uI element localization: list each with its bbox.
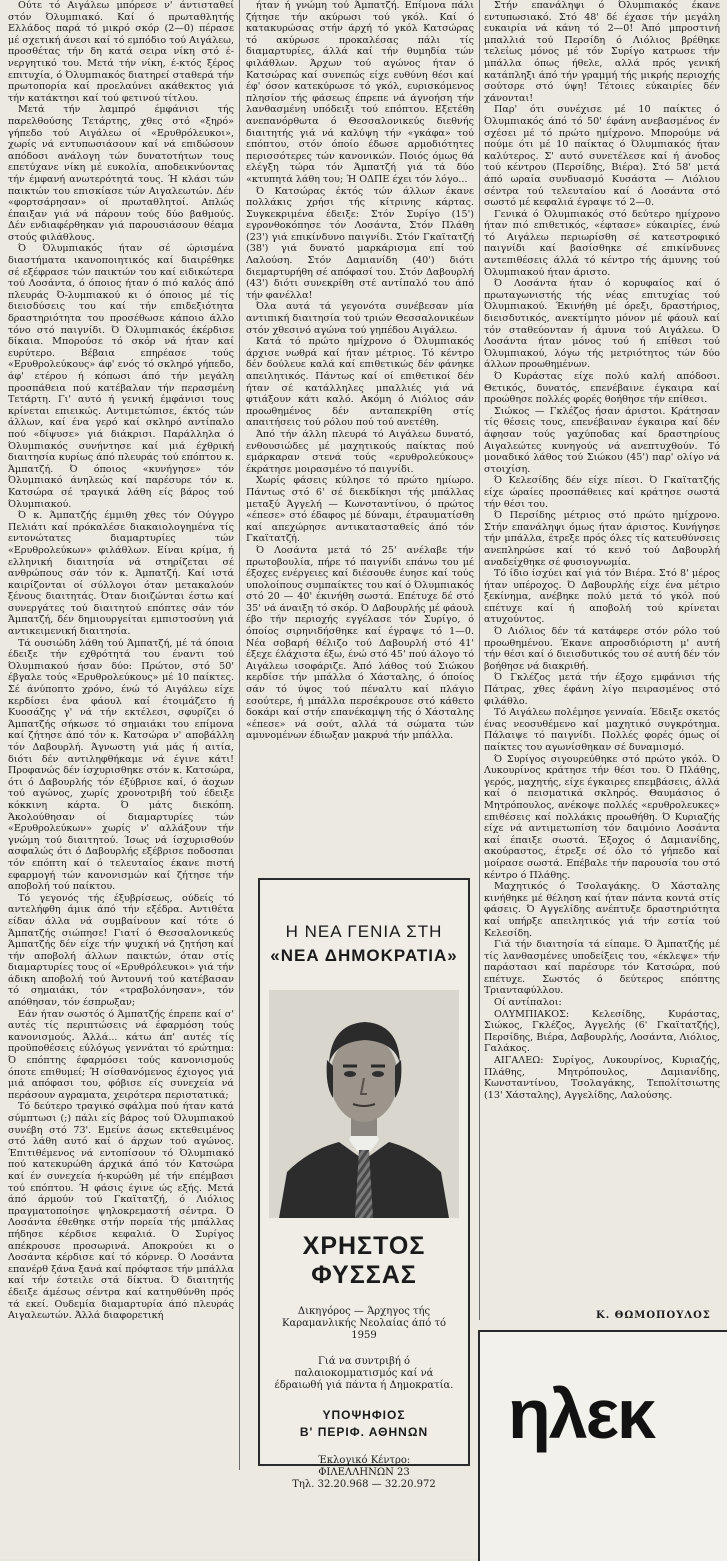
paragraph: Άπό τήν άλλη πλευρά τό Αιγάλεω δυνατό, ενθουσιώδες μέ μαχητικούς παίκτας πού εμάρκαραν στενά τούς «ερυθρολεύκους» έκράτησε μοιρασμένο τό παιγνίδι. bbox=[246, 428, 474, 475]
article-column-2 bbox=[246, 0, 474, 862]
paragraph: Τό δεύτερο τραγικό σφάλμα πού ήταν κατά σύμπτωσι (;) πάλι είς βάρος τού Όλυμπιακού συνέβη στό 73'. Εμείνε άσως εκτεθειμένος στό λάθη αυτό καί ό άρχων τού αγώνος. Έπιτιθέμενος νά εντοπίσουν τό Όλυμπιακό πού κατεκυρώθη άρχικά άπό τόν Κατσώρα καί έν συνεχεία ή-κυρώθη μέ τήν επέμβασι τού επόπτου. Ή φάσις έγινε ώς εξής. Μετά άπό άρμούν τού Γκαϊτατζή, ό Λιόλιος πραγματοποίησε ψηλοκρεμαστή σέντρα. Ό Λοσάντα έθεθηκε στήν πορεία τής μπάλλας πήδησε κέρδισε κεφαλιά. Ό Συρίγος απέκρουσε προσωρινά. Αποκρούει κι ο Λοσάντα κέρδισε καί τό κόρνερ. Ό Λοσάντα επανέρθ ξάνα ξανά καί πρόφτασε τήν μπάλλα καί τήν έστειλε στά δίκτυα. Ό διαιτητής έδειξε άμέσως σέντρα καί κατηυθύνθη πρός τά εκεί. Ουδεμία διαμαρτυρία άπό πλευράς Αιγαλεωτών. Άλλά διαφορετική bbox=[8, 1101, 234, 1322]
paragraph: Όλα αυτά τά γεγονότα συνέβεσαν μία αντιπική διαιτησία τού τριών Θεσσαλονικέων στόν χθεσινό αγώνα τού γηπέδου Αιγάλεω. bbox=[246, 301, 474, 336]
candidacy-label: ΥΠΟΨΗΦΙΟΣ bbox=[322, 1408, 406, 1422]
paragraph: Ό Λιόλιος δέν τά κατάφερε στόν ρόλο τού προωθημένου. Έκανε απροσδιόριστη μ' αυτή τήν θέσι καί ό διεισδυτικός του σέ αυτή δέν τόν βοήθησε νά διακριθή. bbox=[484, 626, 720, 672]
article-author: Κ. ΘΩΜΟΠΟΥΛΟΣ bbox=[596, 1310, 711, 1321]
partial-ad bbox=[478, 1330, 727, 1561]
paragraph: Ό Όλυμπιακός ήταν σέ ώρισμένα διαστήματα ικανοποιητικός καί διαιρέθηκε σέ εξέφρασε τών παικτών του καί ειδικώτερα τού Λοσάντα, ό όποιος ήταν ό πιό καλός άπό πλευράς Ό-λυμπιακού κι ό όποιος μέ τίς διεισδύσεις του καί τήν επιδεξιότητα δραστηριότητα του προσέθωσε κάποιο άλλο τόνο στό παιγνίδι. Ό Όλυμπιακός έκέρδισε δίκαια. Μπορούσε τό σκόρ νά ήταν καί ευρύτερο. Βέβαια επηρέασε τούς «Ερυθρολεύκους» άφ' ενός τό σκληρό γήπεδο, άφ' ετέρου ή κόπωσι άπό τήν μεγάλη προσπάθεια πού κατέβαλαν τήν περασμένη Τετάρτη. Γι' αυτό ή γενική έμφάνισι τους κρίνεται επιεικώς. Αντιμετώπισε, έκτός τών άλλων, καί ένα γερό καί σκληρό αντίπαλο πού «δίψυσε» γιά διάκρισι. Παράλληλα ό Όλυμπιακός συνήντησε καί μιά έχθρική διαιτησία κυρίως άπό πλευράς τού επόπτου κ. Άμπατζή. Ό όποιος «κυνήγησε» τόν Όλυμπιακό άνηλεώς καί παρέσυρε τόν κ. Κατσώρα σέ τραγικά λάθη είς βάρος τού Όλυμπιακού. bbox=[8, 243, 234, 510]
paragraph: Τά ουσιώδη λάθη τού Άμπατζή, μέ τά όποια έδειξε τήν εχθρότητά του έναντι τού Όλυμπιακού ήσαν δύο: Πρώτον, στό 50' έβγαλε τούς «Ερυθρολεύκους» μέ 10 παίκτες. Σέ άνύποπτο χρόνο, ένώ τό Αιγάλεω είχε κερδίσει ένα φάουλ καί έτοιμάζετο ή Κυοσάζης γ' νά τήν εκτέλεσι, σφυρίζει ό Άμπατζής σήκωσε τό σημαιάκι του επίμονα καί ζήτησε άπό τόν κ. Κατσώρα ν' αποβάλλη τόν Δαβουρλή. Άγνωστη γιά μάς ή αιτία, διότι δέν αντιληφθήκαμε νά έγινε κάτι! Προφανώς δέν ίσχυρισθηκε στόν κ. Κατσώρα, ότι ό Δαβουρλής τόν έξύβρισε καί, ό άοχων τού αγώνος, χωρίς χρονοτριβή τού έδειξε κόκκινη κάρτα. Ό μάτς διεκόπη. Άκολούθησαν οί διαμαρτυρίες τών «Ερυθρολεύκων» χωρίς ν' αλλάξουν τήν γνώμη τού διαιτητού. Ίσως νά ίσχυρισθούν ασφαλώς ότι ό Δαβουρλής εξέβρισε ποδοσπαι τόν επόπτη καί ό τελευταίος έκανε πιστή εφαρμογή τών κανονισμών καί ζήτησε τήν αποβολή τού παίκτου. bbox=[8, 637, 234, 893]
campaign-office bbox=[260, 1455, 468, 1491]
candidate-bio: Δικηγόρος — Άρχηγος τής Καραμανλικής Νεολαίας άπό τό 1959 bbox=[281, 1306, 447, 1341]
paragraph: ΟΛΥΜΠΙΑΚΟΣ: Κελεσίδης, Κυράστας, Σιώκος, Γκλέζος, Άγγελής (6' Γκαϊτατζής), Περσίδης, Βιέρα, Δαβουρλής, Λοσάντα, Λιόλιος, Γαλάκος. bbox=[484, 1008, 720, 1055]
paragraph: Τό Αιγάλεω πολέμησε γενναία. Έδειξε σκετός ένας νεοσυθέμενο καί μαχητικό συγκρότημα. Πάλαιψε τό παιγνίδι. Πολλές φορές όμως οί παίκτες του αγωνίσθηκαν σέ δυναμισμό. bbox=[484, 707, 720, 753]
paragraph: Ό Λοσάντα μετά τό 25' ανέλαβε τήν πρωτοβουλία, πήρε τό παιγνίδι επάνω του μέ έξοχες ενέργειες καί διέσουθε έυησε καί τούς υπολοίπους συμπαίκτες του καί ό Όλυμπιακός στό 20 — 40' έκινήθη σωστά. Επέτυχε δέ στό 35' νά άναιξη τό σκόρ. Ό Δαβουρλής μέ φάουλ έβο τήν περιοχής εγγέλασε τόν Συρίγο, ό όποίος σιρηνιδήσθηκε καί έγραψε τό 1—0. Νέα σοβαρή θέλιζο τού Δαβουρλή στό 41' έξεχε έλάχιστα έξω, ένώ στό 45' πού άλογο τό Αιγάλεω ισοφάριζε. Άπό λάθος τού Σιώκου κερδίσε τήν μπάλλα ό Χάσταλης, ό όποίος σάν τό ύψος τού πέναλτυ καί πλάγιο εσούτερε, ή μπάλλα περσέκρουσε στό κάθετο δοκάρι καί στήν επανέκαμψη τής ό Χάσταλης «έπεσε» νά σούτ, αλλά τά σώματα τών αμυνομένων έδιωξαν μακρυά τήν μπάλλα. bbox=[246, 544, 474, 742]
paragraph: Ό κ. Άμπατζής έμμιθη χθες τόν Ούγγρο Πελιάτι καί πρόκαλέσε διακαιολογημένα τίς εντονώτατες διαμαρτυρίες τών «Ερυθρολεύκων» φιλάθλων. Είναι κρίμα, ή ελληνική διαιτησία νά στηρίζεται σέ ανθρώπους σάν τόν κ. Άμπατζή. Καί ιστά καιρίζονται οί σύλλογοι όταν μετακαλούν ξένους διαιτητάς. Όταν διοιζώνται έστω καί συνεργάτες τού διαιτητού επόπτες σάν τόν Άμπατζή, δέν δημιουργείται εμπιστοσύνη γιά αντικειμενική διαιτησία. bbox=[8, 510, 234, 638]
paragraph: ήταν ή γνώμη τού Άμπατζή. Επίμονα πάλι ζήτησε τήν ακύρωσι τού γκόλ. Καί ό κατακυρώσας στήν άρχή τό γκόλ Κατσώρας τό ακύρωσε προκαλέσας πάλι τίς διαμαρτυρίες, άλλά καί τήν θυμηδία τών φιλάθλων. Άρχων τού αγώνος ήταν ό Κατσώρας καί συνεπώς είχε ευθύνη θέσι καί έφ' όσον κατεκύρωσε τό γκόλ, ευρισκόμενος πλησίον τής φάσεως έπρεπε νά άγνοήση τήν λανθασμένη υπόδειξι τού επόπτου. Εξετέθη ανεπανόρθωτα ό Θεσσαλονικεύς διεθνής διαιτητής γιά νά καλύψη τήν «γκάφα» τού επόπτου, στόν όποίο έδωσε αρμοδιότητες περισσότερες τών κανονικών. Ποιός όμως θά ελέγξη τώρα τόν Άμπατζή γιά τά δύο «κτυπητά λάθη του; Ή ΟΔΠΕ έχει τόν λόγο... bbox=[246, 0, 474, 185]
campaign-ad bbox=[258, 878, 470, 1490]
office-address: ΦΙΛΕΛΛΗΝΩΝ 23 bbox=[318, 1467, 410, 1478]
paragraph: Στήν επανάληψι ό Όλυμπιακός έκανε εντυπωσιακό. Στό 48' δέ έχασε τήν μεγάλη ευκαιρία νά κάνη τό 2—0! Άπό μπροστινή μπαλλιά τού Περσίδη ό Λιόλιος βρέθηκε τελείως μόνος μέ τόν Συρίγο κατρωσε τήν μπάλλα όπως ήθελε, αλλά πρός γενική κατάπληξι άπό τήν γραμμή τής μικρής περιοχής σούτσρε στό ύψη! Τέτοιες εύκαιρίες δέν χάνονται! bbox=[484, 0, 720, 104]
paragraph: Τό γεγονός τής έξυβρίσεως, ούδείς τό αντελήφθη άμικ άπό τήν εξέδρα. Αντιθέτα είδαν άλλα νά συμβαίνουν καί τότε ό Άμπατζής σιώπησε! Γιατί ό Θεσσαλονικεύς Άμπατζής δέν είχε τήν ψυχική νά ζητήση καί τήν αποβολή άλλων παικτών, όταν στίς διαμαρτυρίες τους οί «Ερυθρόλευκοι» γιά τήν άδικη αποβολή τού Άντουνή τού κατέβασαν τό σημαιάκι, τόν «τραβολόνησαν», τόν απόθησαν, τόν έσπρωξαν; bbox=[8, 892, 234, 1009]
paragraph: Παρ' ότι συνέχισε μέ 10 παίκτες ό Όλυμπιακός άπό τό 50' έφάνη ανεβασμένος έν σχέσει μέ τό πρώτο ημίχρονο. Μπορούμε νά πούμε ότι μέ 10 παίκτας ό Όλυμπιακός ήταν καλύτερος. Σ' αυτό συνετέλεσε καί ή άνοδος τού κέντρου (Περσίδης, Βιέρα). Στό 58' μετά άπό ωραία συνδυασμό Κυσάστα — Λιόλιου σέντρα τού τελευταίου καί ό Λοσάντα στό σωστό μέ κεφαλιά έγραψε τό 2—0. bbox=[484, 104, 720, 209]
ad-slogan: Γιά να συντριβή ό παλαιοκομματισμός καί νά έδραιωθή γιά πάντα ή Δημοκρατία. bbox=[274, 1356, 454, 1391]
paragraph: Ό Γκλέζος μετά τήν έξοχο εμφάνισι τής Πάτρας, χθες έφάνη λίγο πειρασμένος στό φιλάθλο. bbox=[484, 672, 720, 707]
paragraph: Σιώκος — Γκλέζος ήσαν άριστοι. Κράτησαν τίς θέσεις τους, επενέβαιναν έγκαιρα καί δέν άφησαν τούς γαχύποδας καί δραστηρίους Αιγαλεώτες κυνηγούς νά ανεπτυχθούν. Τό μοναδικό λάθος τού Σιώκου (45') παρ' ολίγο νά στοιχίση. bbox=[484, 405, 720, 475]
article-column-3 bbox=[484, 0, 720, 1318]
paragraph: Ό Κατσώρας έκτός τών άλλων έκανε πολλάκις χρήσι τής κίτρινης κάρτας. Συγκεκριμένα έδειξε: Στόν Συρίγο (15') εγρονθοκόπησε τόν Λοσάντα, Στόν Πλάθη (23') γιά επικίνδυνο παιγνίδι. Στόν Γκαϊτατζή (38') γιά δυνατό μαρκάρισμα επί τού Λαλούση. Στόν Δαμιανίδη (40') διότι διεμαρτυρήθη σέ απόφασί του. Στόν Δαβουρλή (43') διότι συνεκρίθη στέ αντίπαλό του άπό τήν φανέλλα! bbox=[246, 185, 474, 301]
ad-headline-line-1: Η ΝΕΑ ΓΕΝΙΑ ΣΤΗ bbox=[285, 922, 443, 941]
portrait-illustration bbox=[269, 990, 459, 1218]
paragraph: ΑΙΓΑΛΕΩ: Συρίγος, Λυκουρίνος, Κυριαζής, Πλάθης, Μητρόπουλος, Δαμιανίδης, Κωνσταντίνου, Τσολαγάκης, Τεπολίτσιωτης (13' Χάσταλης), Αγγελίδης, Λαλούσης. bbox=[484, 1055, 720, 1101]
paragraph: Ό Κελεσίδης δέν είχε πίεσι. Ό Γκαϊτατζής είχε ώραίες προσπάθειες καί κράτησε σωστά τήν θέσι του. bbox=[484, 475, 720, 510]
article-column-1 bbox=[8, 0, 234, 1468]
office-phones: Τηλ. 32.20.968 — 32.20.972 bbox=[292, 1479, 436, 1490]
paragraph: Μαχητικός ό Τσολαγάκης. Ό Χάσταλης κινήθηκε μέ θέληση καί ήταν πάντα κοντά στίς φάσεις. Ό Αγγελίδης ανέπτυξε δραστηριότητα καί υπήρξε απειλητικός γιά τήν εστία τού Κελεσίδη. bbox=[484, 881, 720, 939]
paragraph: Οί αντίπαλοι: bbox=[494, 997, 562, 1009]
office-label: Έκλογικό Κέντρο: bbox=[317, 1455, 411, 1466]
paragraph: Ό Περσίδης μέτριος στό πρώτο ημίχρονο. Στήν επανάληψι όμως ήταν άριστος. Κυνήγησε τήν μπάλλα, έτρεξε πρός όλες τίς κατευθύνσεις ανεπληρώσε καί τό κενό τού Δαβουρλή αναδείχθηκε σέ φυσιογνωμία. bbox=[484, 510, 720, 568]
paragraph: Ό Κυράστας είχε πολύ καλή απόδοσι. Θετικός, δυνατός, επενέβαινε έγκαιρα καί προώθησε πολλές φορές θοήθησε τήν επίθεσι. bbox=[484, 371, 720, 406]
paragraph: Χωρίς φάσεις κύλησε τό πρώτο ημίωρο. Πάντως στό 6' σέ διεκδίκησι τής μπάλλας μεταξύ Άγγελή — Κωνσταντίνου, ό πρώτος «έπεσε» στό έδαφος μέ δύναμι, έτραυματίσθη καί απεχώρησε αντικατασταθείς άπό τόν Γκαϊτατζή. bbox=[246, 475, 474, 545]
paragraph: Μετά τήν λαμπρό έμφάνισι τής παρελθούσης Τετάρτης, χθες στό «ξηρό» γήπεδο τού Αιγάλεω οί «Ερυθρόλευκοι», χωρίς νά εντυπωσιάσουν καί νά επιδώσουν απόδοσι ανάλογη τών δυνατοτήτων τους επετύχανε νίκη μέ ευκολία, αποδεικνύοντας τήν έμφανή ανωτερότητά τους. Ή κλάσι τών παικτών του επισκίασε τών Αιγαλεωτών. Δέν «φορτσάρησαν» οί πρωταθλητοί. Απλώς έπαιξαν γιά νά πάρουν τούς δύο βαθμούς. Δέν ενδιαφέρθηκαν γιά παρουσιάσουν θέαμα στούς φιλάθλους. bbox=[8, 104, 234, 243]
candidate-portrait bbox=[269, 990, 459, 1218]
paragraph: Ό Λοσάντα ήταν ό κορυφαίος καί ό πρωταγωνιστής τής νέας επιτυχίας τού Όλυμπιακού. Έκινήθη μέ όρεξι, δραστήριος, διεισδυτικός, ανεκτίμητο μόνον μέ φάουλ καί τόν σταθεύονταν ή άμυνα τού Αιγάλεω. Ό Λοσάντα ήταν μόνος τού ή επίθεσι τού Όλυμπιακού, λόγω τής μετριότητος τών δύο άλλων προωθημένων. bbox=[484, 278, 720, 371]
paragraph: Τό ίδιο ίσχύει καί γιά τόν Βιέρα. Στό 8' μέρος ήταν υπέροχος. Ό Δαβουρλής είχε ένα μέτριο ξεκίνημα, ανέβηκε πολύ μετά τό γκόλ πού επέτυχε καί ή αποβολή τού κρίνεται ατυχούντος. bbox=[484, 568, 720, 626]
candidate-name: ΧΡΗΣΤΟΣ ΦΥΣΣΑΣ bbox=[302, 1232, 426, 1289]
paragraph: Γιά τήν διαιτησία τά είπαμε. Ό Άμπατζής μέ τίς λανθασμένες υποδείξεις του, «έκλεψε» τήν παράστασι καί παρέσυρε τόν Κατσώρα, πού επέτυχε. Σωστός ό δεύτερος επόπτης Τριανταφύλλου. bbox=[484, 939, 720, 997]
paragraph: Γενικά ό Όλυμπιακός στό δεύτερο ημίχρονο ήταν πιό επιθετικός, «έφτασε» εύκαιρίες, ένώ τό Αιγάλεω περιωρίσθη σέ κατεστροφικό παιγνίδι καί βασίσθηκε σέ επικίνδυνες αντεπιθέσεις άλλά τό κέντρο τής άμυνης τού Όλυμπιακού ήταν άριστο. bbox=[484, 208, 720, 278]
paragraph: Κατά τό πρώτο ημίχρονο ό Όλυμπιακός άρχισε νωθρά καί ήταν μέτριος. Τό κέντρο δέν δούλευε καλά καί επιθετικώς δέν φάνηκε απειλητικός. Πάντως καί οί επιθετικοί δέν ήταν σέ κατάλληλες μπαλλιές γιά νά φτιάξουν κάτι καλό. Ακόμη ό Λιόλιος σάν προωθημένος δέν ανταπεκρίθη στίς απαιτήσεις τού ρόλου πού τού ανετέθη. bbox=[246, 336, 474, 429]
paragraph: Ό Συρίγος σιγουρεύθηκε στό πρώτο γκόλ. Ό Λυκουρίνος κράτησε τήν θέσι του. Ό Πλάθης, γερός, μαχητής, είχε έγκαιρες επεμβάσεις, άλλά καί ό πεισματικά σκληρός. Θαυμάσιος ό Μητρόπουλος, ανέκοψε πολλές «ερυθρολευκες» επιθέσεις καί πολλάκις προωθήθη. Ό Κυριαζής είχε νά αντιμετωπίση τόν δαιμόνιο Λοσάντα καί έπαιξε σωστά. Έξοχος ό Δαμιανίδης, ακούραστος, έτρεξε σέ όλο τό γήπεδο καί μοίρασε σωστά. Επέβαλε τήν παρουσία του στό κέντρο ό Πλάθης. bbox=[484, 753, 720, 881]
partial-ad-text: ηλεκ bbox=[508, 1375, 654, 1453]
paragraph: Ούτε τό Αιγάλεω μπόρεσε ν' άντισταθεί στόν Όλυμπιακό. Καί ό πρωταθλητής Ελλάδος παρά τό μικρό σκόρ (2—0) πέρασε μέ σχετική άνεσι καί τό εμπόδιο τού Αιγάλεω, προσθέτας τήν δη κατά σειρα νίκη στό έ-νεργητικό του. Μετά τήν νίκη, έ-κτός ξέρος επιτυχία, ό Όλυμπιακός διατηρεί σταθερά τήν πρωτοπορία καί προελαύνει ακάθεκτος γιά τήν κατάκτησι καί τού φετινού τίτλου. bbox=[8, 0, 234, 104]
paragraph: Εάν ήταν σωστός ό Άμπατζής έπρεπε καί σ' αυτές τίς περιπτώσεις νά έφαρμόση τούς κανονισμούς. Άλλά... κάτω άπ' αυτές τίς προϋποθέσεις εύλόγως γεννάται τό ερώτημα: Ό επόπτης έφαρμόσει τούς κανονισμούς όποτε επιθυμεί; Ή σίσθανόμενος έχιογος γιά μιά απόφασι του, φόβισε είς συνεχεία νά περάσουν αγραματα, χειρότερα περιστατικά; bbox=[8, 1008, 234, 1101]
ad-headline-line-2: «ΝΕΑ ΔΗΜΟΚΡΑΤΙΑ» bbox=[270, 946, 458, 965]
column-divider bbox=[239, 0, 240, 1470]
column-divider bbox=[479, 0, 480, 1320]
candidacy-district: Β' ΠΕΡΙΦ. ΑΘΗΝΩΝ bbox=[299, 1425, 429, 1439]
